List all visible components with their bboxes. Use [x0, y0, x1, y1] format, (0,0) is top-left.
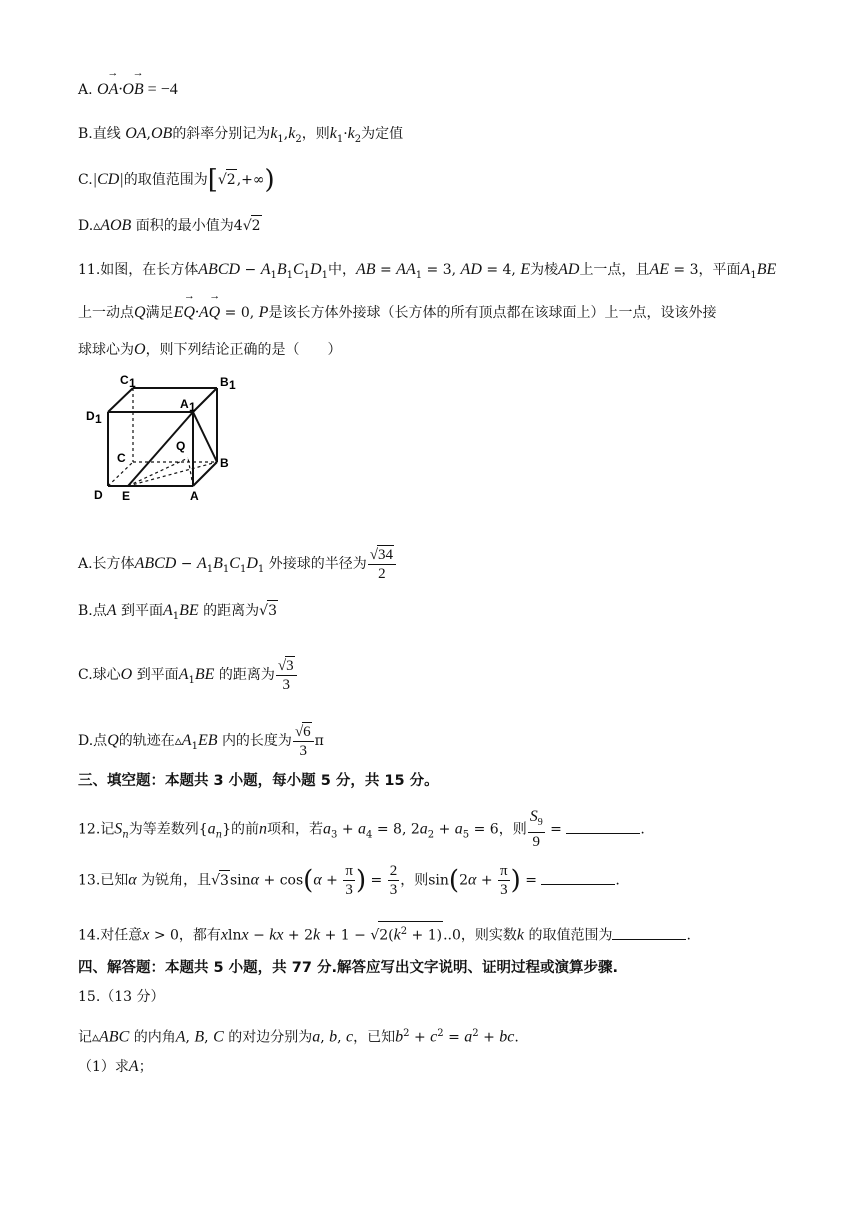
option-label: D.: [78, 218, 94, 234]
stem-text: 上一动点: [78, 305, 134, 321]
stem-text: 的取值范围为: [528, 927, 613, 944]
option-text: 到平面: [136, 667, 179, 683]
q11-option-c: C.球心O 到平面$A_1BE$ 的距离为 $\frac{√3}{3}$: [78, 656, 298, 694]
stem-text: 11.如图，在长方体: [78, 262, 199, 278]
q10-option-b: B.直线 OA,OB的斜率分别记为$k_1,k_2$，则$k_1\cdot k_2$为定值: [78, 125, 404, 145]
stem-text: 是该长方体外接球（长方体的所有顶点都在该球面上）上一点，设该外接: [268, 305, 717, 321]
label-D1: D: [86, 409, 95, 423]
option-label: A.长方体: [78, 556, 135, 572]
q15-stem: 记▵ABC 的内角A, B, C 的对边分别为a, b, c，已知$b^2 + c^2 = a^2$ + bc.: [78, 1028, 519, 1046]
label-C1: C: [120, 373, 129, 387]
option-label: C.: [78, 172, 93, 188]
stem-text: 项和，若: [267, 821, 324, 838]
stem-text: 的前: [231, 821, 260, 838]
stem-text: 球球心为: [78, 342, 134, 358]
period: .: [640, 821, 645, 838]
q10-option-d: D.▵AOB 面积的最小值为4√2: [78, 217, 261, 234]
section-4-heading: 四、解答题：本题共 5 小题，共 77 分.解答应写出文字说明、证明过程或演算步骤.: [78, 960, 618, 976]
stem-text: ，都有: [178, 927, 221, 944]
cuboid-figure: [80, 370, 240, 505]
option-text: 的距离为: [218, 667, 275, 683]
label-C1-sub: 1: [129, 376, 136, 390]
q14: 14.对任意x > 0，都有xlnx − kx + $2k + 1 - √2(k^2 + 1)..0$，则实数k 的取值范围为 .: [78, 921, 691, 946]
label-A1: A: [180, 397, 189, 411]
answer-blank[interactable]: [541, 870, 615, 885]
stem-text: 满足: [145, 305, 174, 321]
stem-text: 记: [78, 1029, 92, 1046]
option-label: A.: [78, 82, 93, 98]
label-A1-sub: 1: [189, 400, 196, 414]
stem-text: 为锐角，且: [141, 872, 212, 889]
q15-header: 15.（13 分）: [78, 989, 165, 1005]
q11-stem-line1: 11.如图，在长方体ABCD − $A_1B_1C_1D_1$中，AB = $AA_1 = 3$, AD = 4, E为棱AD上一点，且AE = 3，平面$A_1BE$: [78, 261, 777, 281]
q13: 13.已知α 为锐角，且√3sinα + cos(α + $\frac{\pi}{3}$ ) = $\frac{2}{3}$ ，则sin(2α + $\frac{\pi}{3}$ ) = .: [78, 863, 620, 898]
option-text: 到平面: [120, 603, 163, 619]
stem-text: ，平面: [698, 262, 741, 278]
option-b-text: 的斜率分别记为: [172, 126, 271, 142]
label-D: D: [94, 488, 103, 502]
stem-text: 上一点，且: [579, 262, 650, 278]
stem-text: ，则实数: [460, 927, 517, 944]
option-label: B.直线: [78, 126, 126, 142]
stem-text: ，则下列结论正确的是（ ）: [145, 342, 342, 358]
stem-text: 为等差数列: [128, 821, 199, 838]
option-d-text: 面积的最小值为: [135, 218, 234, 234]
option-c-text: 的取值范围为: [123, 172, 208, 188]
stem-text: 的内角: [133, 1029, 176, 1046]
label-D1-sub: 1: [95, 412, 102, 426]
option-text: 内的长度为: [221, 733, 292, 749]
q11-option-d: D.点Q的轨迹在$▵A_1EB$ 内的长度为 $\frac{√6}{3}$ π: [78, 724, 324, 759]
option-text: 的距离为: [203, 603, 260, 619]
q10-option-a: A. → OA·→ OB = −4: [78, 80, 178, 100]
option-b-text2: ，则: [301, 126, 330, 142]
option-label: D.点: [78, 733, 108, 749]
q15-part1: （1）求A；: [78, 1058, 153, 1075]
answer-blank[interactable]: [566, 819, 640, 834]
stem-text: ，已知: [353, 1029, 396, 1046]
answer-blank[interactable]: [612, 925, 686, 940]
label-C: C: [117, 451, 126, 465]
option-text: 的轨迹在: [118, 733, 175, 749]
stem-text: 12.记: [78, 821, 115, 838]
label-A: A: [190, 489, 199, 503]
q11-stem-line3: 球球心为O，则下列结论正确的是（ ）: [78, 341, 342, 358]
option-a-value: = −4: [147, 81, 178, 98]
stem-text: 中，: [327, 262, 356, 278]
period: .: [686, 927, 691, 944]
stem-text: 的对边分别为: [228, 1029, 313, 1046]
label-Q: Q: [176, 439, 186, 453]
label-E: E: [122, 489, 131, 503]
q10-option-c: C.|CD|的取值范围为[√2,+∞): [78, 165, 275, 195]
stem-text: ，则: [498, 821, 527, 838]
stem-text: 13.已知: [78, 872, 129, 889]
label-B1-sub: 1: [229, 378, 236, 392]
q12: 12.记$S_n$为等差数列$\{a_n\}$的前n项和，若$a_3 + a_4 = 8$, $2a_2 + a_5 = 6$，则 $\frac{S_9}{9}$ = .: [78, 808, 645, 850]
option-label: C.球心: [78, 667, 121, 683]
period: .: [615, 872, 620, 889]
section-3-heading: 三、填空题：本题共 3 小题，每小题 5 分，共 15 分。: [78, 773, 439, 789]
q11-option-a: A.长方体ABCD − $A_1B_1C_1D_1$ 外接球的半径为 $\frac{√34}{2}$: [78, 545, 397, 583]
stem-text: ，则: [400, 872, 429, 889]
stem-text: ；: [138, 1059, 153, 1075]
label-B: B: [220, 456, 229, 470]
option-text: 外接球的半径为: [268, 556, 367, 572]
stem-text: 为棱: [530, 262, 559, 278]
q11-stem-line2: 上一动点Q满足→ EQ·→ AQ = 0, P是该长方体外接球（长方体的所有顶点都在该球面上）上一点，设该外接: [78, 303, 716, 323]
q11-option-b: B.点A 到平面$A_1BE$ 的距离为√3: [78, 602, 277, 622]
option-label: B.点: [78, 603, 107, 619]
stem-text: （1）求: [78, 1059, 129, 1075]
stem-text: 14.对任意: [78, 927, 143, 944]
label-B1: B: [220, 375, 229, 389]
option-b-text3: 为定值: [361, 126, 404, 142]
